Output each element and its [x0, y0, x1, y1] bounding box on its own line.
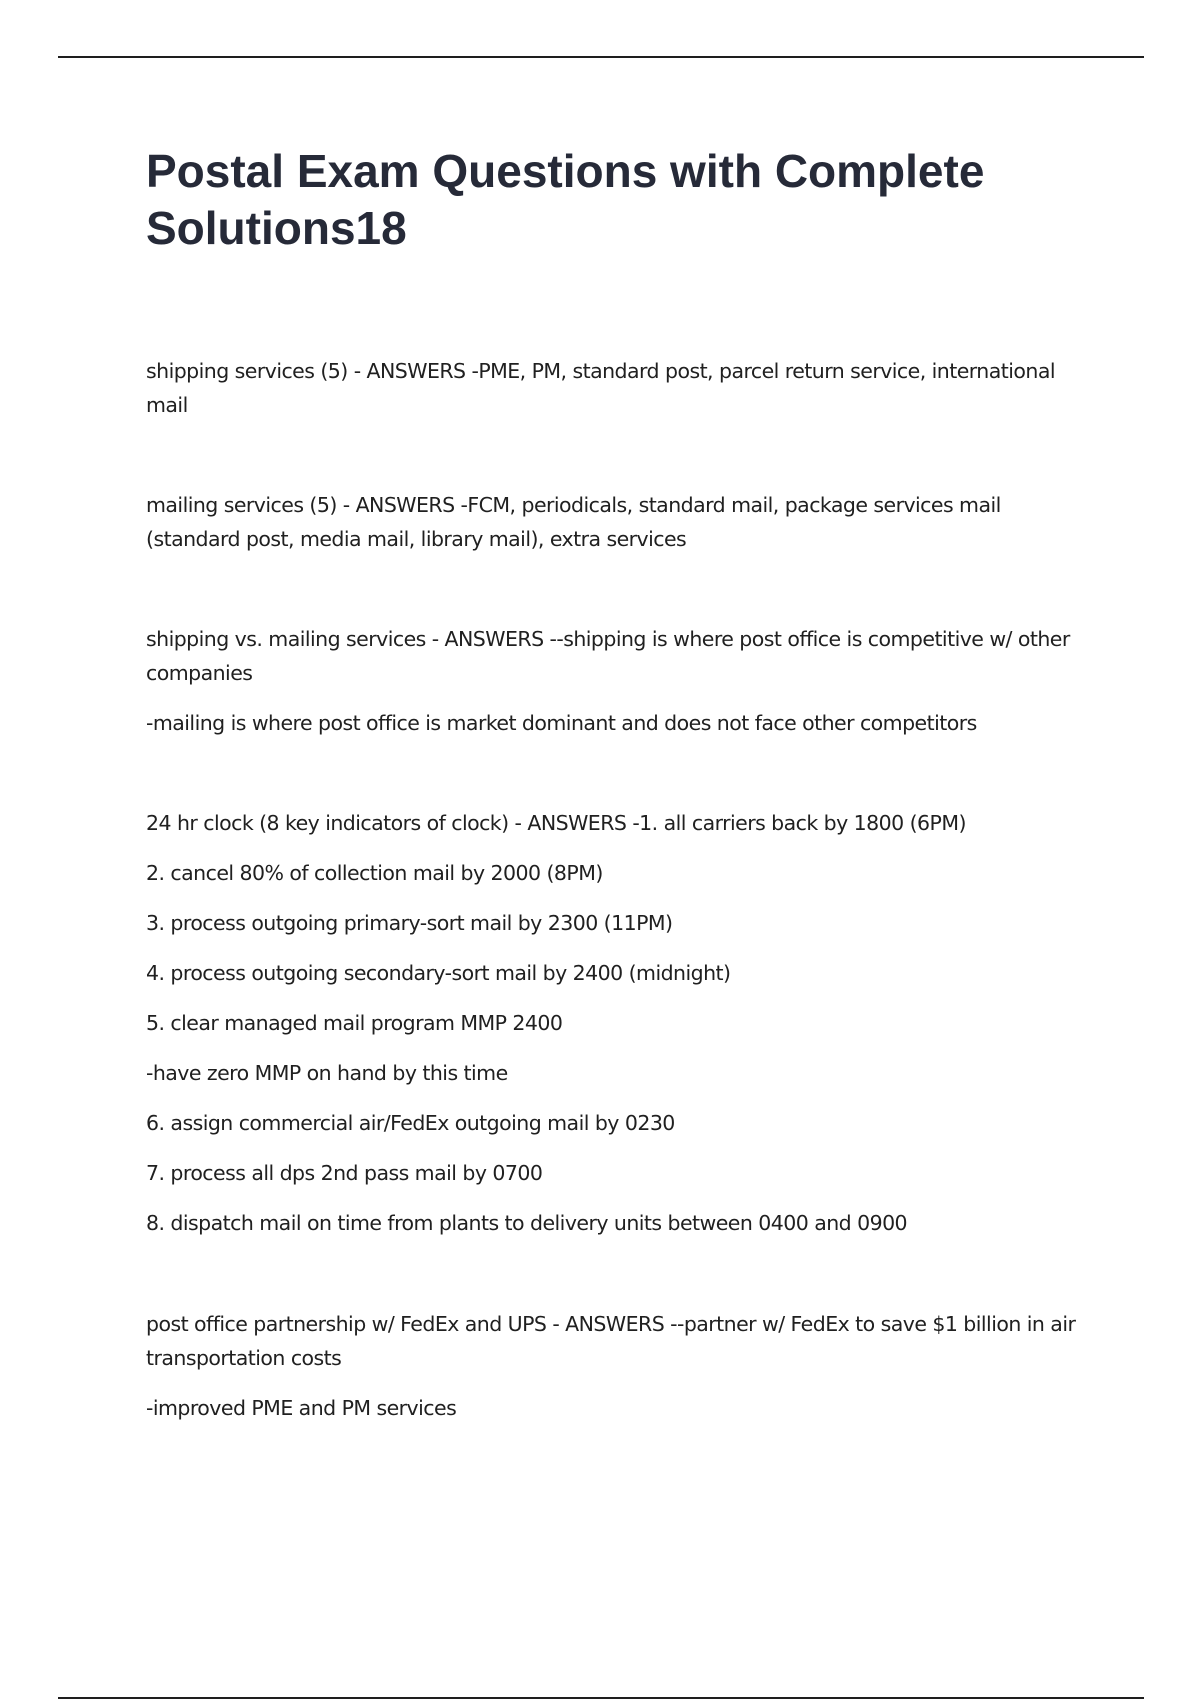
qa-entry-24hr-clock: [146, 806, 1096, 1240]
document-title: Postal Exam Questions with Complete Solutions18: [146, 145, 985, 254]
bottom-rule: [58, 1697, 1144, 1699]
qa-line: shipping services (5) - ANSWERS -PME, PM, standard post, parcel return service, international mail: [146, 359, 1055, 417]
qa-line: mailing services (5) - ANSWERS -FCM, periodicals, standard mail, package services mail (standard post, media mail, library mail), extra services: [146, 493, 1001, 551]
qa-entry-shipping-services: [146, 354, 1096, 422]
qa-entry-shipping-vs-mailing: [146, 622, 1096, 740]
qa-line: 7. process all dps 2nd pass mail by 0700: [146, 1161, 543, 1185]
qa-line: -mailing is where post office is market dominant and does not face other competitors: [146, 711, 977, 735]
qa-line: post office partnership w/ FedEx and UPS - ANSWERS --partner w/ FedEx to save $1 billion in air transportation costs: [146, 1312, 1076, 1370]
top-rule: [58, 56, 1144, 58]
qa-entry-partnership: [146, 1307, 1096, 1425]
qa-line: 3. process outgoing primary-sort mail by 2300 (11PM): [146, 911, 673, 935]
qa-line: 5. clear managed mail program MMP 2400: [146, 1011, 563, 1035]
qa-line: shipping vs. mailing services - ANSWERS --shipping is where post office is competitive w/ other companies: [146, 627, 1070, 685]
qa-line: 6. assign commercial air/FedEx outgoing mail by 0230: [146, 1111, 675, 1135]
qa-line: 4. process outgoing secondary-sort mail by 2400 (midnight): [146, 961, 731, 985]
qa-line: 8. dispatch mail on time from plants to delivery units between 0400 and 0900: [146, 1211, 908, 1235]
qa-line: 2. cancel 80% of collection mail by 2000 (8PM): [146, 861, 603, 885]
qa-line: -have zero MMP on hand by this time: [146, 1061, 508, 1085]
qa-line: -improved PME and PM services: [146, 1396, 457, 1420]
qa-line: 24 hr clock (8 key indicators of clock) - ANSWERS -1. all carriers back by 1800 (6PM): [146, 811, 966, 835]
qa-entry-mailing-services: [146, 488, 1096, 556]
